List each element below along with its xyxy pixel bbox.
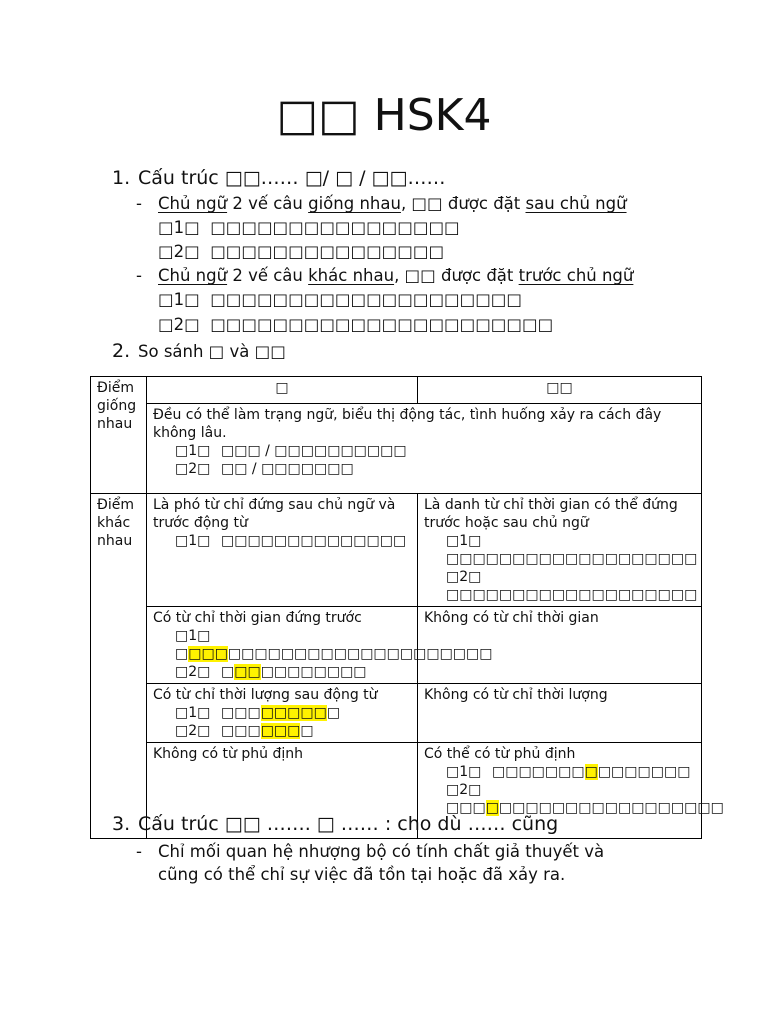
example-line (153, 532, 411, 550)
example-number: □1□ (175, 533, 211, 549)
cell-title: Là danh từ chỉ thời gian có thể đứng trước hoặc sau chủ ngữ (424, 497, 678, 531)
example-line (158, 290, 522, 309)
table-cell (418, 494, 702, 607)
bullet-text: Chỉ mối quan hệ nhượng bộ có tính chất giả thuyết và (158, 842, 605, 861)
section-number: 2. (112, 340, 131, 362)
underlined-text: khác nhau (308, 266, 395, 285)
table-row (91, 494, 702, 607)
example-line (153, 442, 695, 460)
example-text: □□□□□□□□□□□□□□□□□□□□ (227, 646, 493, 662)
highlighted-text: □□□ (260, 723, 301, 739)
bullet-line (136, 266, 633, 285)
highlighted-text: □□□□□ (260, 705, 327, 721)
comparison-table (90, 376, 724, 839)
row-label: Điểm khác nhau (91, 494, 147, 839)
underlined-text: Chủ ngữ (158, 194, 228, 213)
bullet-line (136, 842, 604, 861)
example-line (153, 722, 411, 740)
highlighted-text: □□ (234, 664, 261, 680)
table-cell (147, 494, 418, 607)
example-line (158, 218, 460, 237)
table-cell (418, 684, 702, 743)
cell-title: Không có từ chỉ thời gian (424, 610, 599, 626)
example-text: □ (300, 723, 314, 739)
cell-text: Đều có thể làm trạng ngữ, biểu thị động tác, tình huống xảy ra cách đây không lâu. (153, 407, 662, 441)
example-number: □1□ (446, 764, 482, 780)
section-title: So sánh □ và □□ (138, 342, 286, 361)
example-text: □□□□□□□□□□□□□□□ (210, 242, 445, 261)
example-text: □□□□□□□□□□□□□□□□□ (498, 800, 724, 816)
bullet-text: , □□ được đặt (400, 194, 526, 213)
example-line (424, 763, 695, 781)
table-cell (147, 684, 418, 743)
bullet-dash: - (136, 194, 142, 213)
example-number: □2□ (446, 569, 482, 585)
example-number: □2□ (175, 461, 211, 477)
example-number: □1□ (175, 628, 211, 644)
example-number: □2□ (158, 242, 200, 261)
table-row (91, 377, 702, 404)
page-title: □□ HSK4 (276, 90, 492, 141)
cell-title: Có từ chỉ thời lượng sau động từ (153, 687, 378, 703)
example-text: □□ / □□□□□□□ (221, 461, 354, 477)
section-3-heading (112, 813, 558, 835)
cell-title: Có từ chỉ thời gian đứng trước (153, 610, 362, 626)
highlighted-text: □ (584, 764, 598, 780)
example-text: □□□□□□□□□□□□□□ (221, 533, 407, 549)
bullet-dash: - (136, 842, 142, 861)
example-number: □1□ (158, 290, 200, 309)
bullet-line (136, 194, 627, 213)
example-number: □2□ (175, 723, 211, 739)
example-line (153, 663, 411, 681)
section-number: 1. (112, 167, 131, 189)
example-text: □ (175, 646, 189, 662)
cell-title: Là phó từ chỉ đứng sau chủ ngữ và trước động từ (153, 497, 396, 531)
example-number: □1□ (175, 443, 211, 459)
underlined-text: Chủ ngữ (158, 266, 228, 285)
bullet-text: 2 vế câu (227, 266, 309, 285)
example-text: □□□ (221, 705, 261, 721)
example-number: □1□ (175, 705, 211, 721)
example-text: □ (221, 664, 235, 680)
bullet-text: , □□ được đặt (394, 266, 519, 285)
example-line (153, 460, 695, 478)
example-number: □2□ (446, 782, 482, 798)
table-cell (147, 404, 702, 494)
example-text: □□□□□□□□□□□□□□□□ (210, 218, 460, 237)
example-text: □□□□□□□□□□□□□□□□□□□□□□ (210, 315, 554, 334)
column-header: □ (147, 377, 418, 404)
example-text: □□□□□□□□ (260, 664, 367, 680)
underlined-text: giống nhau (308, 194, 401, 213)
underlined-text: trước chủ ngữ (518, 266, 634, 285)
example-text: □□□□□□□□□□□□□□□□□□□ (446, 587, 698, 603)
example-number: □2□ (175, 664, 211, 680)
example-number: □1□ (446, 533, 482, 549)
example-text: □□□□□□□□□□□□□□□□□□□□ (210, 290, 522, 309)
cell-title: Không có từ phủ định (153, 746, 303, 762)
cell-title: Không có từ chỉ thời lượng (424, 687, 608, 703)
example-text: □□□ (221, 723, 261, 739)
section-title: Cấu trúc □□ ……. □ …… : cho dù …… cũng (138, 813, 559, 835)
example-text: □□□□□□□ (492, 764, 585, 780)
table-row (91, 607, 702, 684)
example-line (158, 242, 444, 261)
example-text: □□□□□□□ (597, 764, 691, 780)
column-header: □□ (418, 377, 702, 404)
example-text: □□□□□□□□□□□□□□□□□□□ (446, 551, 698, 567)
table-cell (418, 607, 702, 684)
highlighted-text: □□□ (188, 646, 228, 662)
section-2-heading (112, 340, 286, 362)
example-line (153, 704, 411, 722)
example-line (424, 568, 698, 604)
bullet-text: 2 vế câu (227, 194, 309, 213)
example-text: □□□ / □□□□□□□□□□ (221, 443, 407, 459)
example-line (158, 315, 553, 334)
row-label: Điểm giống nhau (91, 377, 147, 494)
example-number: □1□ (158, 218, 200, 237)
section-number: 3. (112, 813, 131, 835)
table-row (91, 404, 702, 494)
section-title: Cấu trúc □□…… □/ □ / □□…… (138, 167, 446, 189)
table-row (91, 684, 702, 743)
table-cell (147, 607, 493, 684)
example-line (153, 627, 493, 663)
section-1-heading (112, 167, 445, 189)
example-text: □ (326, 705, 341, 721)
example-line (424, 781, 724, 817)
cell-title: Có thể có từ phủ định (424, 746, 576, 762)
example-line (424, 532, 698, 568)
example-number: □2□ (158, 315, 200, 334)
highlighted-text: □ (485, 800, 499, 816)
bullet-dash: - (136, 266, 142, 285)
bullet-line-continued: cũng có thể chỉ sự việc đã tồn tại hoặc đã xảy ra. (158, 865, 566, 884)
underlined-text: sau chủ ngữ (525, 194, 627, 213)
example-text: □□□ (446, 800, 486, 816)
